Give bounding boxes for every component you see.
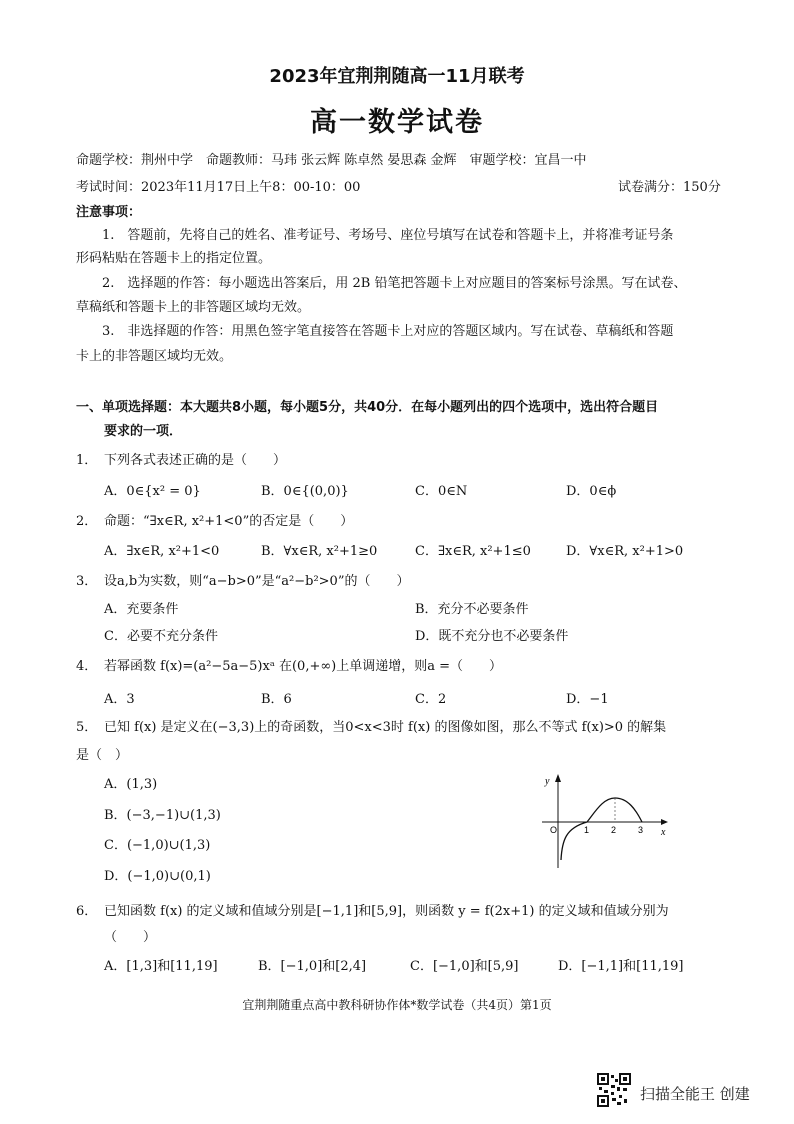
subject-title: 高一数学试卷 — [310, 107, 484, 138]
option-d: D．(−1,0)∪(0,1) — [104, 869, 211, 884]
note-item: 1. 答题前，先将自己的姓名、准考证号、考场号、座位号填写在试卷和答题卡上，并将准考证号条 — [102, 228, 674, 243]
x-axis-label: x — [661, 827, 666, 838]
option-c: C．∃x∈R, x²+1≤0 — [415, 544, 531, 559]
function-curve — [561, 798, 642, 860]
option-b: B．(−3,−1)∪(1,3) — [104, 808, 221, 823]
note-item: 3. 非选择题的作答：用黑色签字笔直接答在答题卡上对应的答题区域内。写在试卷、草稿纸和答题 — [102, 324, 674, 339]
exam-time: 考试时间：2023年11月17日上午8：00-10：00 — [76, 180, 361, 195]
y-axis-label: y — [545, 776, 550, 787]
option-d: D．∀x∈R, x²+1>0 — [566, 544, 684, 559]
option-c: C．[−1,0]和[5,9] — [410, 959, 519, 974]
full-score: 试卷满分：150分 — [618, 180, 721, 195]
option-b: B．[−1,0]和[2,4] — [258, 959, 367, 974]
tick-label: 2 — [611, 825, 617, 835]
question-number: 6． — [76, 904, 98, 919]
y-axis-arrow — [555, 774, 561, 782]
note-item: 2. 选择题的作答：每小题选出答案后，用 2B 铅笔把答题卡上对应题目的答案标号涂黑。写在试卷、 — [102, 276, 687, 291]
question-text: 已知 f(x) 是定义在(−3,3)上的奇函数，当0<x<3时 f(x) 的图像如图，那么不等式 f(x)>0 的解集 — [104, 720, 667, 735]
note-item: 卡上的非答题区域均无效。 — [76, 349, 233, 364]
option-b: B．充分不必要条件 — [415, 602, 529, 617]
option-c: C．2 — [415, 692, 447, 707]
question-text: 命题：“∃x∈R, x²+1<0”的否定是（ ） — [104, 514, 354, 529]
option-d: D．−1 — [566, 692, 609, 707]
option-c: C．0∈N — [415, 484, 468, 499]
option-d: D．[−1,1]和[11,19] — [558, 959, 684, 974]
proposer-line: 命题学校：荆州中学 命题教师：马玮 张云辉 陈卓然 晏思森 金辉 审题学校：宜昌一中 — [76, 153, 587, 168]
page-footer: 宜荆荆随重点高中教科研协作体*数学试卷（共4页）第1页 — [242, 998, 552, 1012]
option-c: C．必要不充分条件 — [104, 629, 218, 644]
option-d: D．0∈ϕ — [566, 484, 617, 499]
question-text: （ ） — [104, 930, 157, 945]
option-d: D．既不充分也不必要条件 — [415, 629, 569, 644]
origin-label: O — [550, 825, 558, 835]
question-text: 设a,b为实数，则“a−b>0”是“a²−b²>0”的（ ） — [104, 574, 410, 589]
function-graph — [500, 770, 675, 870]
option-c: C．(−1,0)∪(1,3) — [104, 838, 211, 853]
option-a: A．(1,3) — [104, 777, 158, 792]
option-b: B．0∈{(0,0)} — [261, 484, 349, 499]
option-a: A．0∈{x² = 0} — [104, 484, 201, 499]
question-number: 1． — [76, 453, 98, 468]
option-a: A．3 — [104, 692, 135, 707]
exam-title: 2023年宜荆荆随高一11月联考 — [269, 66, 525, 87]
qr-code-icon — [597, 1073, 631, 1107]
tick-label: 3 — [638, 825, 644, 835]
question-number: 5． — [76, 720, 98, 735]
question-text: 若幂函数 f(x)=(a²−5a−5)xᵃ 在(0,+∞)上单调递增，则a =（ ） — [104, 659, 503, 674]
x-axis-arrow — [661, 819, 668, 825]
question-text: 下列各式表述正确的是（ ） — [104, 453, 287, 468]
section-heading: 要求的一项． — [104, 424, 183, 439]
option-b: B．∀x∈R, x²+1≥0 — [261, 544, 378, 559]
question-text: 已知函数 f(x) 的定义域和值域分别是[−1,1]和[5,9]，则函数 y = f(2x+1) 的定义域和值域分别为 — [104, 904, 669, 919]
note-item: 草稿纸和答题卡上的非答题区域均无效。 — [76, 300, 311, 315]
tick-label: 1 — [584, 825, 590, 835]
scanner-brand: 扫描全能王 创建 — [640, 1085, 750, 1103]
option-b: B．6 — [261, 692, 292, 707]
question-number: 4． — [76, 659, 98, 674]
question-number: 3． — [76, 574, 98, 589]
option-a: A．∃x∈R, x²+1<0 — [104, 544, 220, 559]
option-a: A．[1,3]和[11,19] — [104, 959, 218, 974]
option-a: A．充要条件 — [104, 602, 179, 617]
note-item: 形码粘贴在答题卡上的指定位置。 — [76, 251, 272, 266]
section-heading: 一、单项选择题：本大题共8小题，每小题5分，共40分．在每小题列出的四个选项中，选出符合题目 — [76, 400, 659, 415]
notes-heading: 注意事项： — [76, 205, 142, 220]
question-number: 2． — [76, 514, 98, 529]
question-text: 是（ ） — [76, 748, 129, 763]
